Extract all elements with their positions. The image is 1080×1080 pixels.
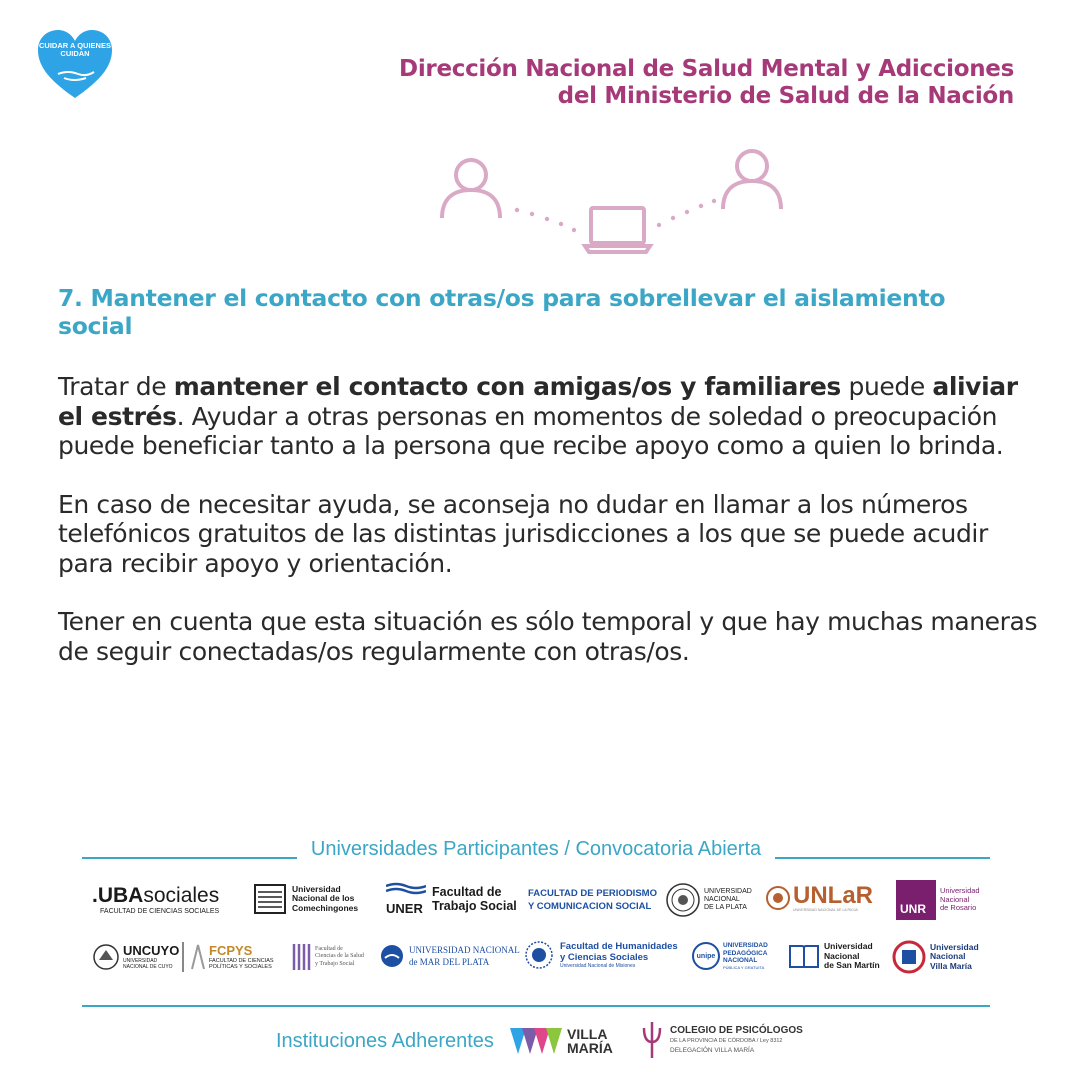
villa-maria-u-l1: Universidad [930,941,979,952]
villa-maria-u-l2: Nacional [930,951,966,962]
logo-san-martin [788,942,880,971]
uba-word: sociales [143,884,220,907]
misiones-l3: Universidad Nacional de Misiones [560,962,636,969]
uncuyo-l2: NACIONAL DE CUYO [123,964,173,970]
uner-l1: Facultad de [432,885,502,899]
campaign-text: CUIDAR A QUIENES CUIDAN [39,41,111,58]
logo-uba-sociales [92,884,219,915]
fcpys-l2: POLÍTICAS Y SOCIALES [209,964,272,970]
san-martin-l3: de San Martín [824,960,880,970]
paragraph-3: Tener en cuenta que esta situación es sólo temporal y que hay muchas maneras de seguir conectadas/os regularmente con otras/os. [58,607,1038,666]
villa-maria-city-l2: MARÍA [567,1040,613,1056]
unipe-l1: UNIVERSIDAD [723,942,768,950]
uncuyo-brand: UNCUYO [123,943,180,958]
fcpys-divider [182,942,184,972]
uba-sub: FACULTAD DE CIENCIAS SOCIALES [100,908,220,915]
psi-icon [640,1020,664,1060]
logo-uncuyo [92,942,179,972]
fcpys-icon [190,943,206,971]
logo-unr [896,880,980,920]
p1-bold-contact: mantener el contacto con amigas/os y familiares [173,372,841,401]
body-text [58,372,1038,695]
unr-l3: de Rosario [940,903,977,913]
unlp-seal-icon [666,882,700,918]
fcpys-brand: FCPYS [209,942,253,958]
unr-l2: Nacional [940,894,970,904]
unr-brand: UNR [900,902,926,916]
salud-icon [290,942,312,972]
paragraph-1 [58,372,1038,461]
uncuyo-l1: UNIVERSIDAD [123,958,158,964]
laptop-icon [585,208,650,252]
comechingones-icon [254,884,286,914]
unipe-circle [692,942,720,970]
uner-l2: Trabajo Social [432,899,517,913]
logo-villa-maria-university [892,940,979,974]
mdp-l2: de MAR DEL PLATA [409,957,490,967]
unlp-l1: UNIVERSIDAD [704,888,752,895]
fcpys-l1: FACULTAD DE CIENCIAS [209,957,274,964]
unipe-l3: NACIONAL [723,957,758,965]
unlar-brand: UNLaR [793,882,874,909]
institutions-divider [82,1005,990,1007]
logo-unipe [692,942,768,970]
uba-brand: .UBA [92,884,144,907]
unlar-seal-icon [766,885,790,911]
misiones-l1: Facultad de Humanidades [560,940,678,952]
salud-l3: y Trabajo Social [315,960,355,967]
logo-comechingones [254,884,358,914]
logo-misiones [524,940,678,970]
san-martin-l1: Universidad [824,941,873,951]
unlar-sub: UNIVERSIDAD NACIONAL DE LA RIOJA [793,908,858,912]
campaign-heart-logo [38,30,112,100]
universities-label: Universidades Participantes / Convocatoria Abierta [310,838,762,860]
section-heading: 7. Mantener el contacto con otras/os para sobrellevar el aislamiento social [58,284,946,340]
paragraph-2: En caso de necesitar ayuda, se aconseja no dudar en llamar a los números telefónicos gratuitos de las distintas jurisdicciones a los que se puede acudir para recibir apoyo y orientación. [58,489,988,578]
logo-villa-maria-city [508,1024,613,1058]
villa-maria-city-icon [508,1024,564,1058]
villa-maria-seal-icon [892,940,926,974]
colegio-l1: COLEGIO DE PSICÓLOGOS [670,1024,803,1036]
dotted-connector-left [515,208,576,232]
villa-maria-u-l3: Villa María [930,960,972,971]
misiones-l2: y Ciencias Sociales [560,951,649,963]
p1-bold-stress: aliviar el estrés [58,372,1018,431]
comechingones-l1: Universidad [292,883,341,894]
agency-line-2: del Ministerio de Salud de la Nación [557,83,1014,109]
agency-header [399,56,1014,110]
contact-illustration [430,140,790,260]
logo-colegio-psicologos [640,1020,803,1060]
periodismo-l1: FACULTAD DE PERIODISMO [528,888,657,899]
mdp-l1: UNIVERSIDAD NACIONAL [409,945,520,955]
villa-maria-city-l1: VILLA [567,1026,608,1042]
logo-mar-del-plata [380,944,520,968]
divider-line-left [82,857,297,859]
divider-line-right [775,857,990,859]
mdp-seal-icon [380,944,404,968]
p1-text-a: Tratar de [58,372,174,401]
colegio-l2: DE LA PROVINCIA DE CÓRDOBA / Ley 8312 [670,1037,783,1044]
person-icon [723,151,781,209]
logo-salud-trabajo-social [290,942,364,972]
unlp-l3: DE LA PLATA [704,904,747,911]
institutions-label: Instituciones Adherentes [276,1030,494,1052]
uner-waves-icon [386,882,426,896]
unr-l1: Universidad [940,886,980,896]
comechingones-l2: Nacional de los [292,893,355,904]
colegio-l3: DELEGACIÓN VILLA MARÍA [670,1046,755,1054]
universities-divider [82,838,990,861]
periodismo-l2: Y COMUNICACION SOCIAL [528,901,652,912]
unipe-brand: unipe [696,952,716,960]
san-martin-book-icon [788,942,820,970]
logo-periodismo [528,887,657,913]
logo-fcpys [182,942,274,972]
salud-l1: Facultad de [315,945,343,952]
unr-square [896,880,936,920]
salud-l2: Ciencias de la Salud [315,953,364,960]
unipe-l2: PEDAGÓGICA [723,949,768,957]
uner-brand: UNER [386,901,423,916]
person-icon [442,160,500,218]
san-martin-l2: Nacional [824,950,860,961]
p1-text-c: puede [840,372,933,401]
unlp-l2: NACIONAL [704,896,740,903]
misiones-seal-icon [524,940,554,970]
p1-text-d: . Ayudar a otras personas en momentos de soledad o preocupación puede beneficiar tanto a la persona que recibe apoyo como a quien lo brinda. [58,401,1004,460]
logo-unlp [666,882,752,918]
logo-uner [386,882,517,916]
uncuyo-seal-icon [92,942,120,972]
agency-line-1: Dirección Nacional de Salud Mental y Adicciones [399,56,1014,82]
comechingones-l3: Comechingones [292,902,359,913]
logo-unlar [766,884,873,912]
dotted-connector-right [657,199,716,227]
unipe-l4: PÚBLICA Y GRATUITA [723,964,765,970]
